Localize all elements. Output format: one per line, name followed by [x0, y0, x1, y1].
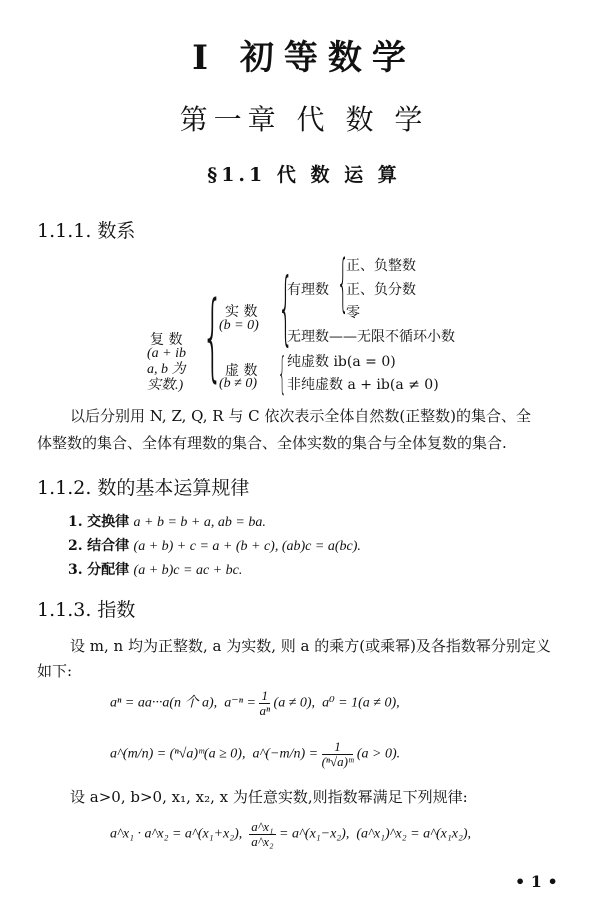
formula: a^(m/n) = (ⁿ√a)ᵐ(a ≥ 0),	[110, 746, 246, 762]
denominator: aⁿ	[259, 703, 271, 718]
tree-pure-imag: 纯虚数 ib(a = 0)	[287, 354, 396, 370]
paragraph-sets-line1: 以后分别用 N, Z, Q, R 与 C 依次表示全体自然数(正整数)的集合、全	[70, 407, 532, 425]
law-name: 交换律	[87, 514, 130, 530]
tree-nonpure-imag: 非纯虚数 a + ib(a ≠ 0)	[287, 377, 439, 393]
law-num: 3.	[68, 562, 83, 578]
cond-line: 实数.)	[147, 378, 184, 393]
numerator: 1	[259, 689, 270, 704]
law-formula: (a + b) + c = a + (b + c), (ab)c = a(bc).	[133, 539, 361, 554]
formula: (a > 0).	[356, 746, 401, 762]
law-formula: (a + b)c = ac + bc.	[133, 563, 243, 578]
brace-icon: {	[278, 348, 287, 399]
numerator: 1	[322, 740, 354, 755]
formula-row-1	[110, 689, 400, 718]
law-formula: a + b = b + a, ab = ba.	[133, 515, 266, 530]
heading-1-1-1: 1.1.1. 数系	[37, 220, 136, 242]
denominator: (ⁿ√a)ᵐ	[321, 754, 354, 769]
tree-complex-cond	[147, 346, 186, 394]
tree-real-cond: (b = 0)	[219, 318, 259, 333]
fraction	[322, 740, 354, 769]
chapter-title: 第一章 代 数 学	[179, 103, 429, 136]
cond-line: (a + ib	[147, 346, 186, 361]
paragraph-exp-line2: 如下:	[37, 662, 73, 680]
fraction	[259, 689, 270, 718]
numerator: a^x₁	[251, 819, 274, 834]
law-num: 2.	[68, 538, 83, 554]
tree-imag-cond: (b ≠ 0)	[219, 376, 258, 391]
paragraph-exp-line1: 设 m, n 均为正整数, a 为实数, 则 a 的乘方(或乘幂)及各指数幂分别定义	[70, 637, 551, 655]
formula: = a^(x₁−x₂),	[279, 826, 350, 842]
law-commutative	[68, 511, 266, 531]
formula: a^(−m/n) =	[252, 746, 319, 762]
formula-row-3	[110, 820, 471, 849]
fraction	[249, 820, 275, 849]
formula: a^x₁ · a^x₂ = a^(x₁+x₂),	[110, 826, 243, 842]
tree-rational-item: 正、负分数	[346, 282, 416, 298]
paragraph-exp-rules: 设 a>0, b>0, x₁, x₂, x 为任意实数,则指数幂满足下列规律:	[70, 788, 468, 806]
heading-1-1-3: 1.1.3. 指数	[37, 599, 136, 621]
tree-rational-item: 零	[346, 305, 360, 321]
formula: aⁿ = aa···a(n 个 a),	[110, 695, 218, 711]
brace-icon: {	[337, 246, 349, 319]
section-title: §1.1 代 数 运 算	[207, 164, 401, 186]
law-name: 结合律	[87, 538, 130, 554]
formula: (a^x₁)^x₂ = a^(x₁x₂),	[356, 826, 471, 842]
cond-line: a, b 为	[147, 362, 186, 377]
tree-rational-item: 正、负整数	[346, 258, 416, 274]
law-num: 1.	[68, 514, 83, 530]
formula: (a ≠ 0),	[273, 695, 316, 711]
part-title: I 初等数学	[192, 38, 416, 78]
tree-irrational: 无理数——无限不循环小数	[287, 329, 455, 345]
heading-1-1-2: 1.1.2. 数的基本运算规律	[37, 477, 250, 499]
formula-row-2	[110, 740, 400, 769]
tree-complex: 复 数	[150, 332, 183, 348]
tree-imag: 虚 数	[225, 363, 258, 379]
denominator: a^x₂	[251, 834, 274, 849]
law-name: 分配律	[87, 562, 130, 578]
tree-rational: 有理数	[287, 282, 329, 298]
law-distributive	[68, 559, 242, 579]
brace-icon: {	[202, 282, 224, 392]
brace-icon: {	[278, 261, 294, 354]
page-number: • 1 •	[515, 872, 558, 891]
law-associative	[68, 535, 361, 555]
formula: a⁻ⁿ =	[224, 695, 256, 711]
formula: a⁰ = 1(a ≠ 0),	[322, 695, 400, 711]
tree-real: 实 数	[225, 304, 258, 320]
paragraph-sets-line2: 体整数的集合、全体有理数的集合、全体实数的集合与全体复数的集合.	[37, 434, 507, 452]
